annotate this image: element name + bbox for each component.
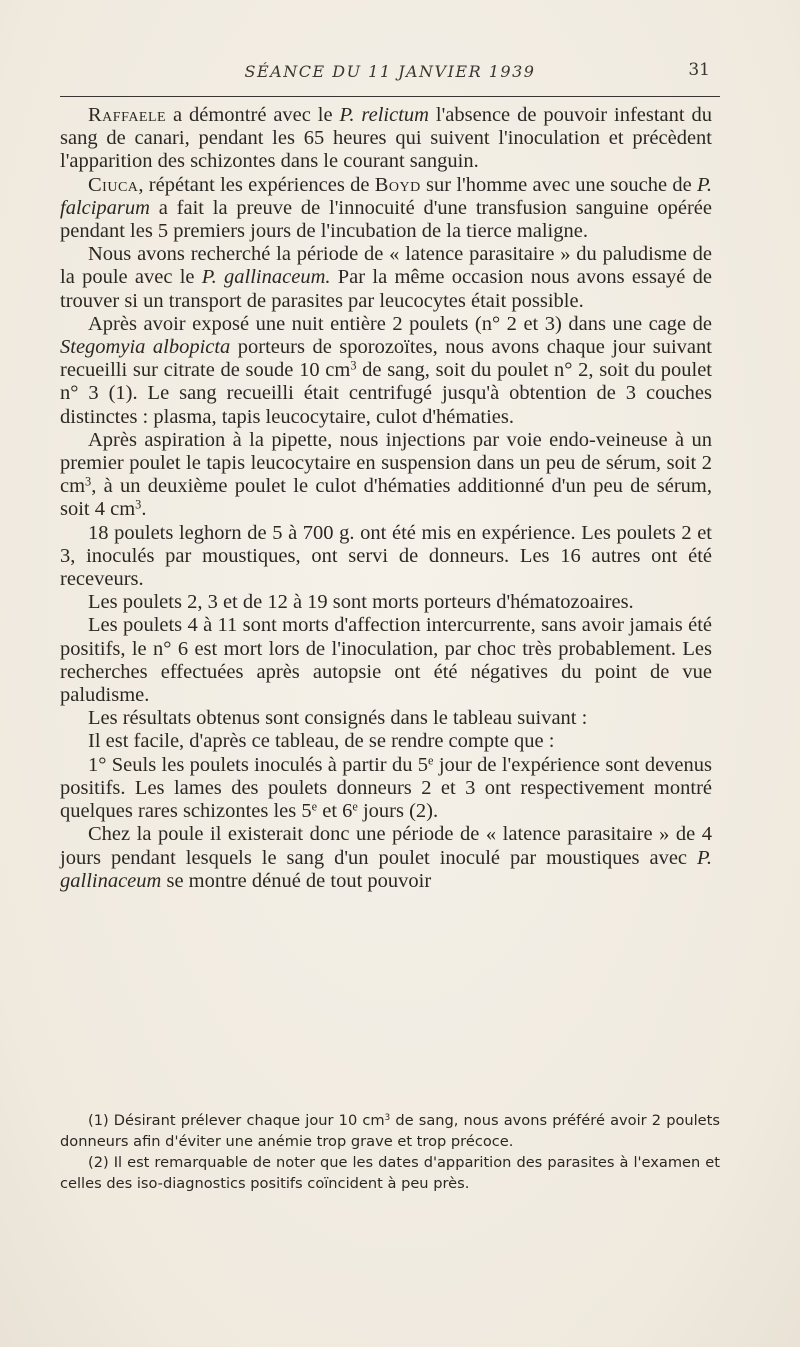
text-run: 1° Seuls les poulets inoculés à partir du 5 — [88, 753, 429, 776]
paragraph-exposition — [60, 313, 712, 429]
superscript: 3 — [135, 497, 142, 512]
text-run: , à un deuxième poulet le culot d'hématies additionné d'un peu de sérum, soit 4 cm — [60, 475, 712, 521]
text-run: l'absence de pouvoir infestant du sang de canari, pendant les 65 heures qui suivent l'inoculation et précèdent l'apparition des schizontes dans le courant sanguin. — [60, 104, 713, 173]
paragraph-conclusion-1 — [60, 754, 712, 824]
text-run: et 6 — [317, 800, 353, 823]
text-run: porteurs de sporozoïtes, nous avons chaque jour suivant recueilli sur citrate de soude 10 cm — [60, 336, 712, 382]
author-name: Raffaele — [88, 104, 167, 126]
superscript: 3 — [85, 474, 92, 489]
paragraph-poulets-leghorn: 18 poulets leghorn de 5 à 700 g. ont été mis en expérience. Les poulets 2 et 3, inoculés par moustiques, ont servi de donneurs. Les 16 autres ont été receveurs. — [60, 521, 712, 591]
footnote-1 — [60, 1110, 720, 1152]
superscript: e — [428, 752, 434, 767]
author-name: Ciuca — [88, 173, 139, 196]
superscript: e — [352, 799, 358, 814]
text-run: a démontré avec le — [166, 104, 340, 126]
text-run: Chez la poule il existerait donc une période de « latence parasitaire » de 4 jours pendant lesquels le sang d'un poulet inoculé par moustiques avec — [60, 823, 712, 869]
species-name: P. gallinaceum — [60, 846, 712, 892]
text-run: Après avoir exposé une nuit entière 2 poulets (n° 2 et 3) dans une cage de — [88, 312, 712, 335]
text-run: Par la même occasion nous avons essayé de trouver si un transport de parasites par leucocytes était possible. — [60, 266, 713, 312]
text-run: jour de l'expérience sont devenus positifs. Les lames des poulets donneurs 2 et 3 ont respectivement montré quelques rares schizontes les 5 — [60, 753, 712, 823]
text-run: a fait la preuve de l'innocuité d'une transfusion sanguine opérée pendant les 5 premiers jours de l'incubation de la tierce maligne. — [60, 196, 712, 243]
text-run: de sang, soit du poulet n° 2, soit du poulet n° 3 (1). Le sang recueilli était centrifugé jusqu'à obtention de 3 couches distinctes : plasma, tapis leucocytaire, culot d'hématies. — [60, 359, 713, 428]
species-name: P. gallinaceum. — [201, 266, 331, 289]
page-number: 31 — [688, 60, 710, 80]
page-header — [60, 60, 720, 90]
paragraph-tableau: Il est facile, d'après ce tableau, de se rendre compte que : — [88, 730, 555, 753]
species-name: Stegomyia albopicta — [60, 336, 231, 359]
footnotes — [60, 1110, 720, 1194]
paragraph-resultats: Les résultats obtenus sont consignés dans le tableau suivant : — [88, 707, 588, 730]
text-run: (1) Désirant prélever chaque jour 10 cm — [88, 1112, 385, 1129]
text-run: . — [141, 498, 147, 521]
superscript: 3 — [384, 1113, 391, 1124]
text-run: Nous avons recherché la période de « latence parasitaire » du paludisme de la poule avec le — [60, 243, 712, 289]
paragraph-aspiration — [60, 429, 712, 522]
text-run: Après aspiration à la pipette, nous injections par voie endo-veineuse à un premier poulet le tapis leucocytaire en suspension dans un peu de sérum, soit 2 cm — [60, 428, 712, 498]
running-head: SÉANCE DU 11 JANVIER 1939 — [244, 62, 536, 81]
text-run: se montre dénué de tout pouvoir — [161, 869, 432, 892]
superscript: e — [311, 799, 318, 814]
superscript: 3 — [350, 358, 357, 373]
header-rule — [60, 96, 720, 97]
text-run: , répétant les expériences de — [138, 173, 375, 196]
text-run: de sang, nous avons préféré avoir 2 poulets donneurs afin d'éviter une anémie trop grave et trop précoce. — [60, 1112, 720, 1150]
text-run: jours (2). — [357, 800, 439, 823]
author-name: Boyd — [374, 173, 421, 196]
footnote-2: (2) Il est remarquable de noter que les dates d'apparition des parasites à l'examen et celles des iso-diagnostics positifs coïncident à peu près. — [60, 1154, 720, 1192]
article-body — [60, 104, 712, 893]
paragraph-affection-intercurrente: Les poulets 4 à 11 sont morts d'affection intercurrente, sans avoir jamais été positifs, le n° 6 est mort lors de l'inoculation, par choc très probablement. Les recherches effectuées après autopsie ont été négatives du point de vue paludisme. — [60, 614, 712, 707]
paragraph-ciuca — [60, 174, 712, 244]
paragraph-conclusion-poule — [60, 823, 712, 893]
species-name: P. falciparum — [60, 173, 712, 219]
text-run: sur l'homme avec une souche de — [420, 173, 697, 196]
paragraph-raffaele — [60, 104, 712, 174]
paragraph-latence — [60, 243, 712, 313]
paragraph-morts-porteurs: Les poulets 2, 3 et de 12 à 19 sont morts porteurs d'hématozoaires. — [88, 591, 634, 614]
species-name: P. relictum — [339, 104, 429, 126]
